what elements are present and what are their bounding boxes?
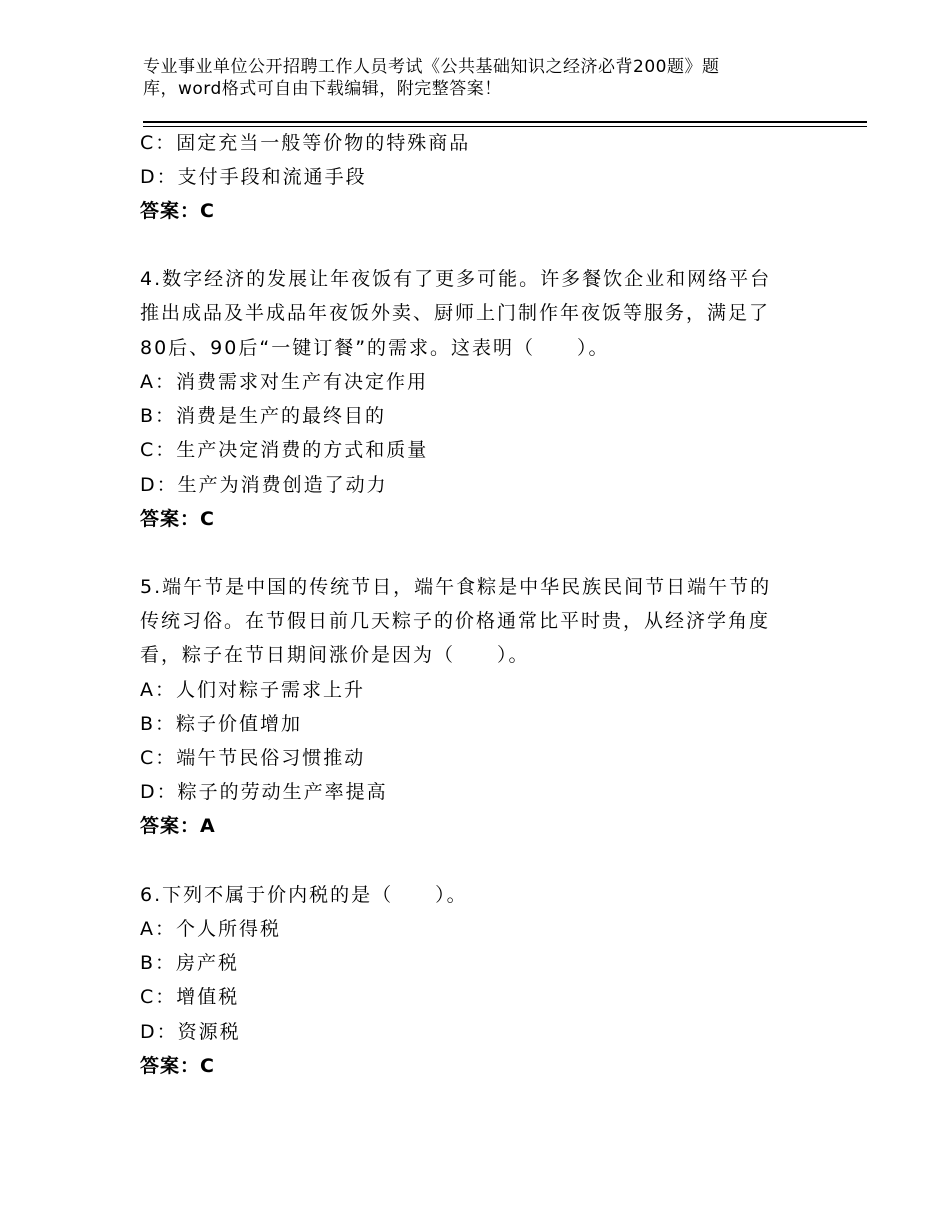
q4-option-c: C：生产决定消费的方式和质量 — [140, 439, 429, 461]
header-line-1: 专业事业单位公开招聘工作人员考试《公共基础知识之经济必背200题》题 — [143, 57, 720, 77]
q4-stem-line-1: 4.数字经济的发展让年夜饭有了更多可能。许多餐饮企业和网络平台 — [140, 268, 772, 290]
q4-option-a: A：消费需求对生产有决定作用 — [140, 371, 428, 393]
q4-answer: 答案：C — [140, 508, 215, 530]
q5-option-c: C：端午节民俗习惯推动 — [140, 747, 366, 769]
q5-answer: 答案：A — [140, 815, 216, 837]
q4-option-d: D：生产为消费创造了动力 — [140, 474, 388, 496]
q5-option-d: D：粽子的劳动生产率提高 — [140, 781, 388, 803]
header-line-2: 库，word格式可自由下载编辑，附完整答案！ — [143, 79, 502, 99]
q5-option-b: B：粽子价值增加 — [140, 713, 303, 735]
q4-stem-line-3: 80后、90后“一键订餐”的需求。这表明（ ）。 — [140, 337, 610, 359]
q5-stem-line-3: 看，粽子在节日期间涨价是因为（ ）。 — [140, 644, 530, 666]
q6-option-b: B：房产税 — [140, 952, 240, 974]
header-divider-thin — [143, 126, 867, 127]
document-header — [143, 56, 783, 100]
q5-option-a: A：人们对粽子需求上升 — [140, 679, 365, 701]
q6-stem-line-1: 6.下列不属于价内税的是（ ）。 — [140, 884, 468, 906]
q5-stem-line-2: 传统习俗。在节假日前几天粽子的价格通常比平时贵，从经济学角度 — [140, 610, 771, 632]
q4-stem-line-2: 推出成品及半成品年夜饭外卖、厨师上门制作年夜饭等服务，满足了 — [140, 302, 771, 324]
q4-option-b: B：消费是生产的最终目的 — [140, 405, 387, 427]
q6-option-d: D：资源税 — [140, 1021, 241, 1043]
q6-option-c: C：增值税 — [140, 986, 240, 1008]
header-divider-thick — [143, 121, 867, 123]
q3-option-d: D：支付手段和流通手段 — [140, 166, 367, 188]
q3-option-c: C：固定充当一般等价物的特殊商品 — [140, 132, 471, 154]
q6-answer: 答案：C — [140, 1055, 215, 1077]
q3-answer: 答案：C — [140, 200, 215, 222]
q5-stem-line-1: 5.端午节是中国的传统节日，端午食粽是中华民族民间节日端午节的 — [140, 576, 772, 598]
q6-option-a: A：个人所得税 — [140, 918, 281, 940]
